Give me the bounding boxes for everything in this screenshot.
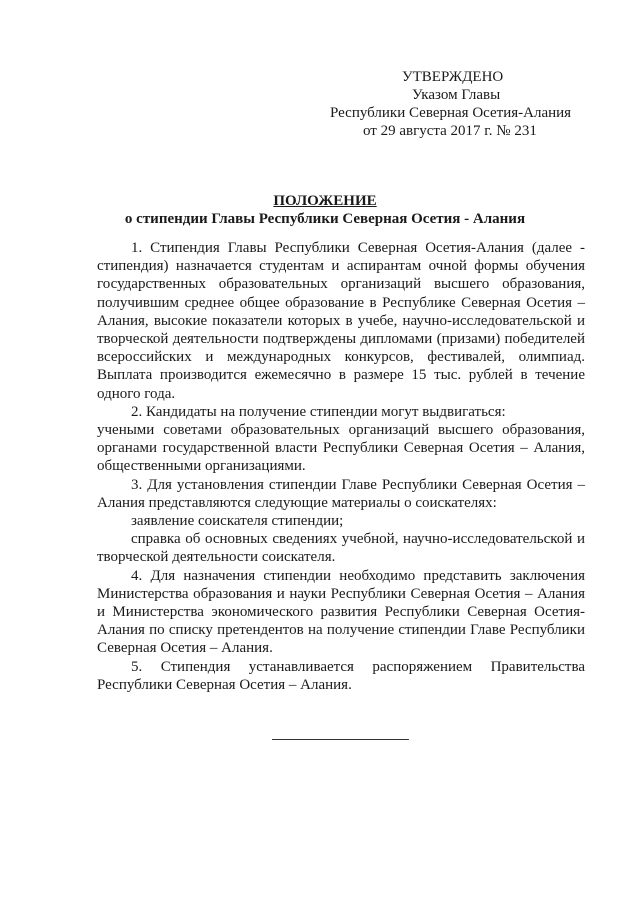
paragraph-2-nominators: учеными советами образовательных организаций высшего образования, органами государственной власти Республики Северная Осетия – Алания, общественными организациями. <box>97 422 585 475</box>
paragraph-3-item-application: заявление соискателя стипендии; <box>131 513 344 530</box>
paragraph-2: 2. Кандидаты на получение стипендии могут выдвигаться: <box>131 403 506 420</box>
paragraph-3-item-reference: справка об основных сведениях учебной, научно-исследовательской и творческой деятельности соискателя. <box>97 531 585 566</box>
paragraph-1: 1. Стипендия Главы Республики Северная Осетия-Алания (далее - стипендия) назначается студентам и аспирантам очной формы обучения государственных образовательных организаций высшего образования, получившим среднее общее образование в Республике Северная Осетия – Алания, высокие показатели которых в учебе, научно-исследовательской и творческой деятельности подтверждены дипломами (призами) победителей всероссийских и международных конкурсов, фестивалей, олимпиад. Выплата производится ежемесячно в размере 15 тыс. рублей в течение одного года. <box>97 240 585 402</box>
document-subtitle: о стипендии Главы Республики Северная Осетия - Алания <box>124 211 526 227</box>
approval-date-number: от 29 августа 2017 г. № 231 <box>363 123 537 139</box>
approval-republic-label: Республики Северная Осетия-Алания <box>330 105 572 121</box>
document-body <box>97 239 585 694</box>
paragraph-4: 4. Для назначения стипендии необходимо представить заключения Министерства образования и науки Республики Северная Осетия – Алания и Министерства экономического развития Республики Северная Осетия-Алания по списку претендентов на получение стипендии Главе Республики Северная Осетия – Алания. <box>97 567 585 657</box>
closing-rule <box>272 739 409 740</box>
approval-approved-label: УТВЕРЖДЕНО <box>402 69 504 85</box>
paragraph-3: 3. Для установления стипендии Главе Республики Северная Осетия – Алания представляются следующие материалы о соискателях: <box>97 476 585 511</box>
approval-stamp <box>328 68 588 140</box>
document-heading <box>0 192 640 228</box>
document-title: ПОЛОЖЕНИЕ <box>273 193 377 209</box>
paragraph-5: 5. Стипендия устанавливается распоряжением Правительства Республики Северная Осетия – Алания. <box>97 658 585 693</box>
approval-decree-label: Указом Главы <box>412 87 501 103</box>
